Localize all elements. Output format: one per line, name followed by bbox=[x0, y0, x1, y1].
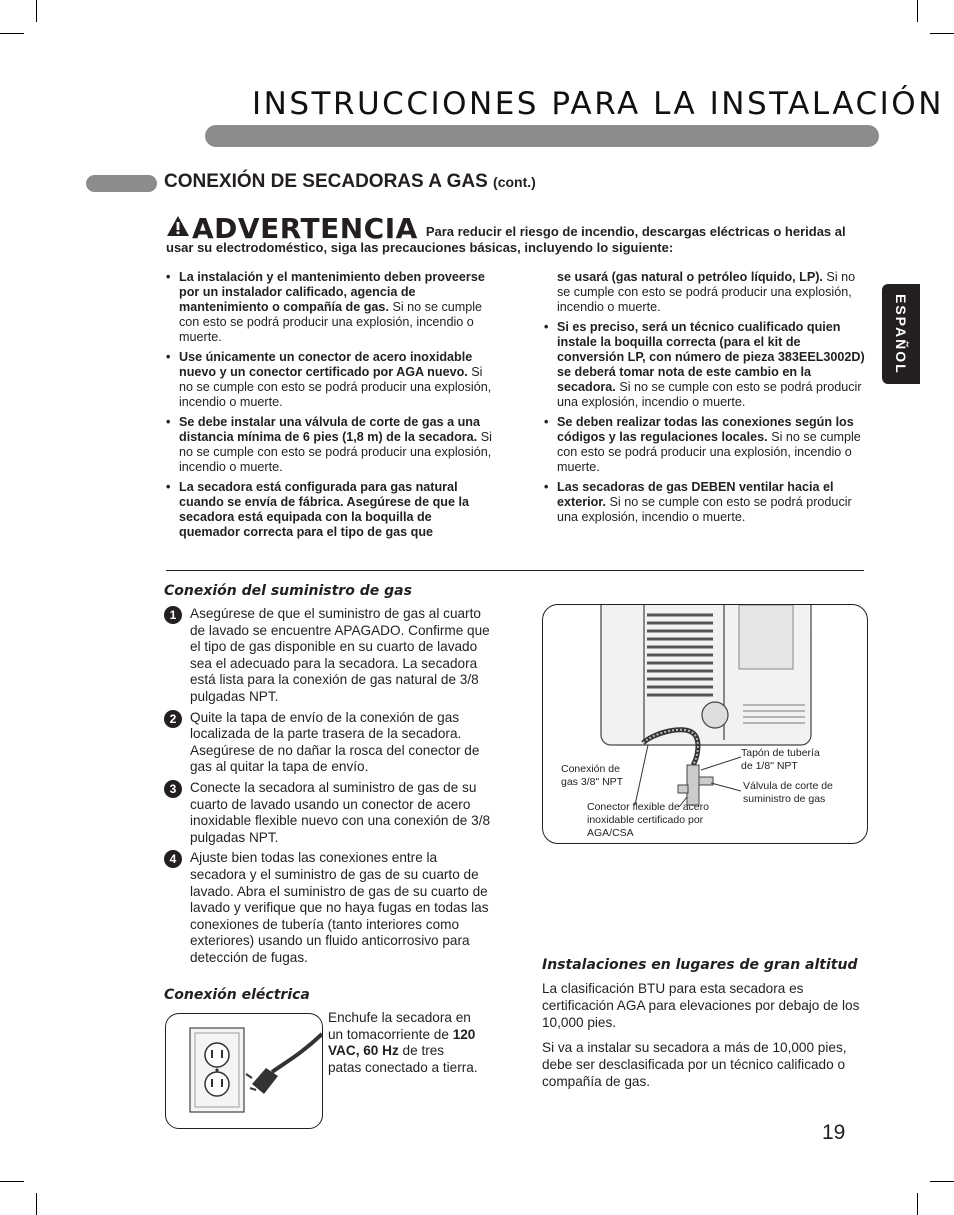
step-3: 3 Conecte la secadora al suministro de gas de su cuarto de lavado usando un conector de acero inoxidable flexible nuevo con una conexión de 3/8 pulgadas NPT. bbox=[164, 780, 494, 846]
section-divider bbox=[166, 570, 864, 571]
section-pill bbox=[86, 175, 157, 192]
crop-mark bbox=[0, 33, 24, 34]
electrical-text: Enchufe la secadora en un tomacorriente de 120 VAC, 60 Hz de tres patas conectado a tierra. bbox=[328, 1010, 478, 1075]
crop-mark bbox=[917, 1193, 918, 1215]
warning-intro: Para reducir el riesgo de incendio, descargas eléctricas o heridas al usar su electrodoméstico, siga las precauciones básicas, incluyendo lo siguiente: bbox=[166, 224, 846, 255]
step-number: 4 bbox=[164, 850, 182, 868]
crop-mark bbox=[0, 1181, 24, 1182]
page-number: 19 bbox=[822, 1121, 846, 1144]
section-title-text: CONEXIÓN DE SECADORAS A GAS bbox=[164, 171, 488, 192]
warning-bullet: • Se debe instalar una válvula de corte de gas a una distancia mínima de 6 pies (1,8 m) de la secadora. Si no se cumple con esto se podrá producir una explosión, incendio o muerte. bbox=[166, 415, 492, 474]
label-gas-connection: Conexión de gas 3/8" NPT bbox=[561, 763, 624, 788]
step-number: 3 bbox=[164, 780, 182, 798]
title-bar bbox=[205, 125, 879, 147]
section-title bbox=[164, 171, 536, 193]
step-1: 1 Asegúrese de que el suministro de gas al cuarto de lavado se encuentre APAGADO. Confirme que el tipo de gas disponible en su cuarto de lavado sea el adecuado para la secadora. La secadora está lista para la conexión de gas natural de 3/8 pulgadas NPT. bbox=[164, 606, 494, 706]
altitude-paragraph-2: Si va a instalar su secadora a más de 10,000 pies, debe ser desclasificada por un técnico calificado o compañía de gas. bbox=[542, 1040, 847, 1089]
page-title: INSTRUCCIONES PARA LA INSTALACIÓN bbox=[252, 86, 944, 122]
outlet-plug-icon bbox=[166, 1014, 322, 1128]
gas-supply-heading: Conexión del suministro de gas bbox=[164, 583, 412, 599]
label-shutoff-valve: Válvula de corte de suministro de gas bbox=[743, 780, 833, 805]
altitude-paragraph-1: La clasificación BTU para esta secadora es certificación AGA para elevaciones por debajo de los 10,000 pies. bbox=[542, 981, 860, 1030]
altitude-heading: Instalaciones en lugares de gran altitud bbox=[542, 957, 858, 973]
electrical-heading: Conexión eléctrica bbox=[164, 987, 310, 1003]
warning-bullet: • La instalación y el mantenimiento deben proveerse por un instalador calificado, agencia de mantenimiento o compañía de gas. Si no se cumple con esto se podrá producir una explosión, incendio o muerte. bbox=[166, 270, 485, 344]
step-2: 2 Quite la tapa de envío de la conexión de gas localizada de la parte trasera de la secadora. Asegúrese de no dañar la rosca del conector de gas al quitar la tapa de envío. bbox=[164, 710, 494, 776]
warning-bullet: • Si es preciso, será un técnico cualificado quien instale la boquilla correcta (para el kit de conversión LP, con número de pieza 383EEL3002D) se deberá tomar nota de este cambio en la secadora. Si no se cumple con esto se podrá producir una explosión, incendio o muerte. bbox=[544, 320, 865, 409]
language-tab-label: ESPAÑOL bbox=[893, 293, 909, 375]
gas-connection-diagram bbox=[542, 604, 868, 844]
crop-mark bbox=[930, 33, 954, 34]
gas-supply-steps bbox=[164, 606, 494, 970]
crop-mark bbox=[930, 1181, 954, 1182]
crop-mark bbox=[36, 0, 37, 22]
step-4: 4 Ajuste bien todas las conexiones entre la secadora y el suministro de gas de su cuarto de lavado. Abra el suministro de gas de su cuarto de lavado y verifique que no haya fugas en todas las conexiones de tubería (tanto interiores como exteriores) usando un fluido anticorrosivo para detección de fugas. bbox=[164, 850, 494, 966]
warning-header bbox=[166, 214, 866, 256]
warning-bullet: • La secadora está configurada para gas natural cuando se envía de fábrica. Asegúrese de que la secadora está equipada con la boquilla de quemador correcta para el tipo de gas que bbox=[166, 480, 470, 539]
label-flex-connector: Conector flexible de acero inoxidable certificado por AGA/CSA bbox=[587, 801, 709, 839]
warning-bullet: • Use únicamente un conector de acero inoxidable nuevo y un conector certificado por AGA nuevo. Si no se cumple con esto se podrá producir una explosión, incendio o muerte. bbox=[166, 350, 492, 409]
label-pipe-plug: Tapón de tubería de 1/8" NPT bbox=[741, 747, 820, 772]
crop-mark bbox=[36, 1193, 37, 1215]
language-tab bbox=[882, 284, 920, 384]
warning-bullet: • Las secadoras de gas DEBEN ventilar hacia el exterior. Si no se cumple con esto se podrá producir una explosión, incendio o muerte. bbox=[544, 480, 852, 524]
crop-mark bbox=[917, 0, 918, 22]
warning-left-column bbox=[166, 270, 492, 545]
warning-triangle-icon bbox=[166, 214, 190, 238]
warning-right-column bbox=[544, 270, 870, 530]
warning-bullet: • Se deben realizar todas las conexiones según los códigos y las regulaciones locales. Si no se cumple con esto se podrá producir una explosión, incendio o muerte. bbox=[544, 415, 861, 474]
step-number: 2 bbox=[164, 710, 182, 728]
warning-bullet-continuation: se usará (gas natural o petróleo líquido, LP). Si no se cumple con esto se podrá producir una explosión, incendio o muerte. bbox=[557, 270, 856, 314]
step-number: 1 bbox=[164, 606, 182, 624]
outlet-illustration bbox=[165, 1013, 323, 1129]
warning-word: ADVERTENCIA bbox=[192, 212, 418, 245]
section-title-cont: (cont.) bbox=[493, 174, 536, 190]
